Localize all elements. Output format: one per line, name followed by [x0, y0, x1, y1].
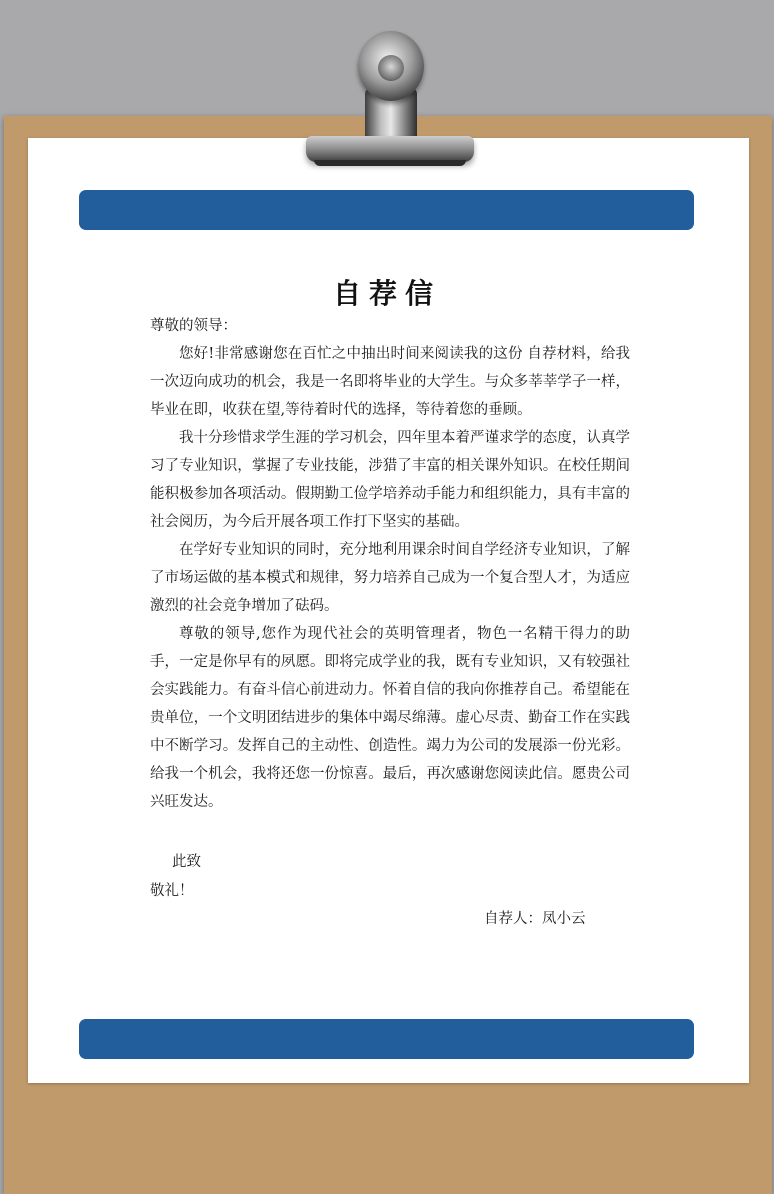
signature: 自荐人：凤小云	[484, 911, 586, 927]
binder-clip-icon	[358, 31, 424, 101]
header-band	[79, 190, 694, 230]
paragraph: 尊敬的领导,您作为现代社会的英明管理者，物色一名精干得力的助手，一定是你早有的夙愿。即将完成学业的我，既有专业知识，又有较强社会实践能力。有奋斗信心前进动力。怀着自信的我向你推荐自己。希望能在贵单位，一个文明团结进步的集体中竭尽绵薄。虚心尽责、勤奋工作在实践中不断学习。发挥自己的主动性、创造性。竭力为公司的发展添一份光彩。给我一个机会，我将还您一份惊喜。最后，再次感谢您阅读此信。愿贵公司兴旺发达。	[150, 626, 630, 810]
paragraph: 我十分珍惜求学生涯的学习机会，四年里本着严谨求学的态度，认真学习了专业知识，掌握了专业技能，涉猎了丰富的相关课外知识。在校任期间能积极参加各项活动。假期勤工俭学培养动手能力和组织能力，具有丰富的社会阅历，为今后开展各项工作打下坚实的基础。	[150, 430, 630, 530]
paragraph: 您好!非常感谢您在百忙之中抽出时间来阅读我的这份 自荐材料，给我一次迈向成功的机会，我是一名即将毕业的大学生。与众多莘莘学子一样，毕业在即，收获在望,等待着时代的选择，等待着您的垂顾。	[150, 346, 630, 418]
letter-title: 自荐信	[332, 277, 441, 310]
footer-band	[79, 1019, 694, 1059]
letter-body	[150, 340, 630, 816]
closing-line-1: 此致	[172, 854, 201, 870]
closing-line-2: 敬礼！	[150, 883, 194, 899]
clip-base	[306, 136, 474, 162]
salutation: 尊敬的领导：	[150, 318, 237, 334]
paragraph: 在学好专业知识的同时，充分地利用课余时间自学经济专业知识，了解了市场运做的基本模式和规律，努力培养自己成为一个复合型人才，为适应激烈的社会竞争增加了砝码。	[150, 542, 630, 614]
